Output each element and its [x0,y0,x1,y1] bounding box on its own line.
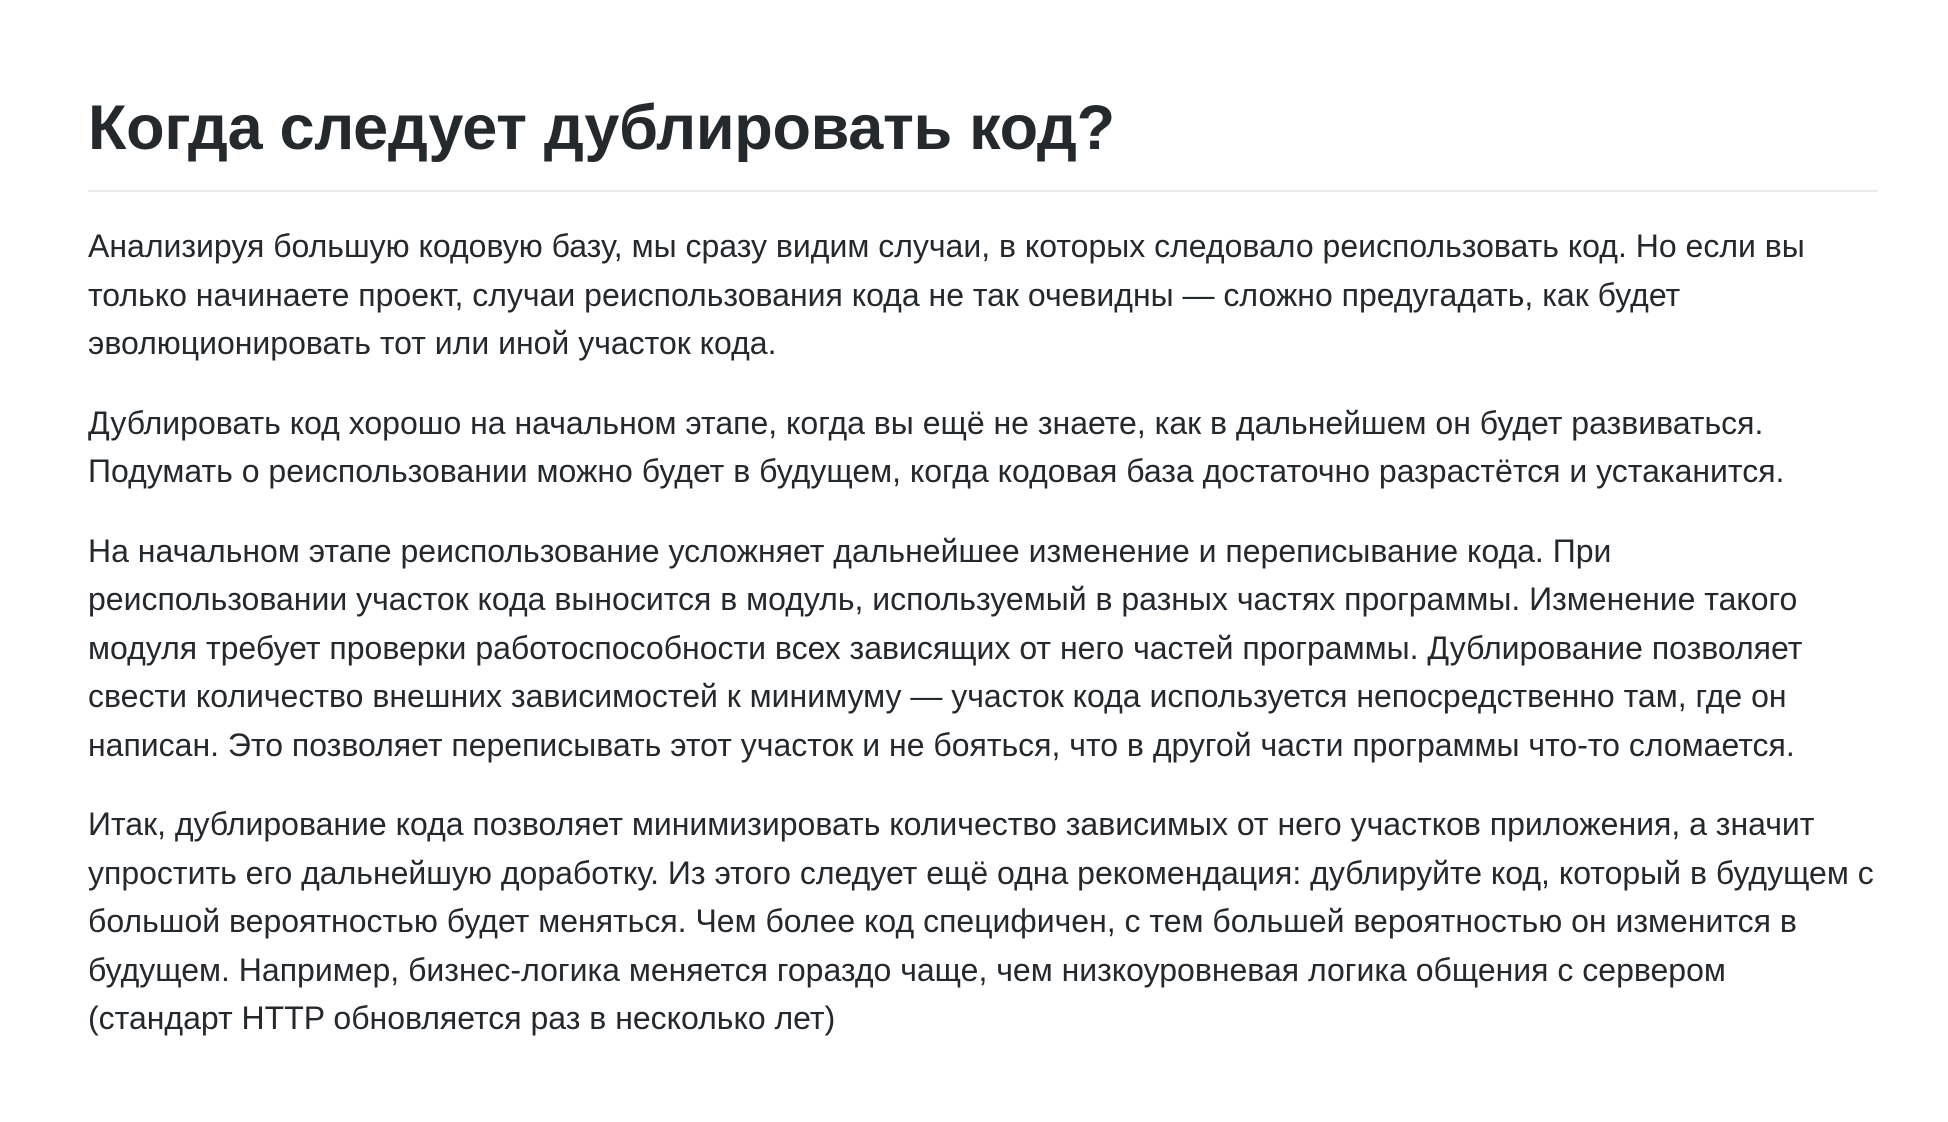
paragraph-4: Итак, дублирование кода позволяет минимизировать количество зависимых от него участков приложения, а значит упростить его дальнейшую доработку. Из этого следует ещё одна рекомендация: дублируйте код, который в будущем с большой вероятностью будет меняться. Чем более код специфичен, с тем большей вероятностью он изменится в будущем. Например, бизнес-логика меняется гораздо чаще, чем низкоуровневая логика общения с сервером (стандарт HTTP обновляется раз в несколько лет) [88,806,1874,1036]
paragraph-1: Анализируя большую кодовую базу, мы сразу видим случаи, в которых следовало реиспользовать код. Но если вы только начинаете проект, случаи реиспользования кода не так очевидны — сложно предугадать, как будет эволюционировать тот или иной участок кода. [88,228,1805,361]
page-title: Когда следует дублировать код? [88,0,1878,192]
paragraph-3: На начальном этапе реиспользование усложняет дальнейшее изменение и переписывание кода. При реиспользовании участок кода выносится в модуль, используемый в разных частях программы. Изменение такого модуля требует проверки работоспособности всех зависящих от него частей программы. Дублирование позволяет свести количество внешних зависимостей к минимуму — участок кода используется непосредственно там, где он написан. Это позволяет переписывать этот участок и не бояться, что в другой части программы что-то сломается. [88,532,1803,763]
paragraph-2: Дублировать код хорошо на начальном этапе, когда вы ещё не знаете, как в дальнейшем он будет развиваться. Подумать о реиспользовании можно будет в будущем, когда кодовая база достаточно разрастётся и устаканится. [88,404,1785,489]
article [88,0,1878,1043]
